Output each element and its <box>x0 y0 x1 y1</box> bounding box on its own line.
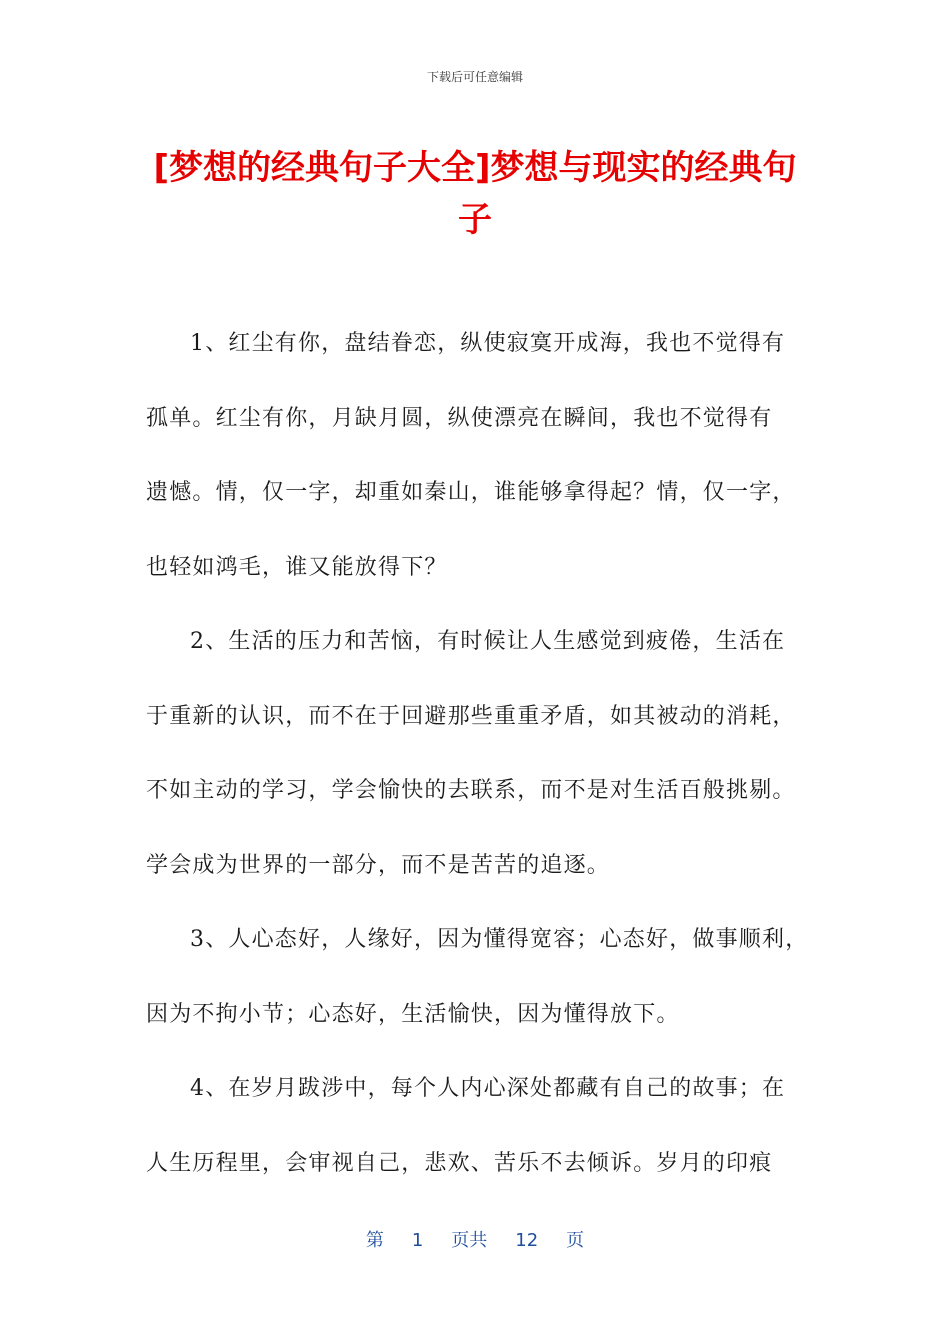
paragraph-line: 因为不拘小节；心态好，生活愉快，因为懂得放下。 <box>146 1001 680 1027</box>
paragraph-line: 孤单。红尘有你，月缺月圆，纵使漂亮在瞬间，我也不觉得有 <box>146 405 773 431</box>
paragraph-line: 人生历程里，会审视自己，悲欢、苦乐不去倾诉。岁月的印痕 <box>146 1150 773 1176</box>
paragraph-line: 4、在岁月跋涉中，每个人内心深处都藏有自己的故事；在 <box>190 1076 786 1101</box>
paragraph-line: 于重新的认识，而不在于回避那些重重矛盾，如其被动的消耗， <box>146 703 796 729</box>
paragraph-line: 2、生活的压力和苦恼，有时候让人生感觉到疲倦，生活在 <box>190 629 786 654</box>
footer-page-number: 1 <box>411 1230 424 1251</box>
footer-middle: 页共 <box>451 1230 488 1251</box>
footer-prefix: 第 <box>365 1230 384 1251</box>
page-footer <box>0 1226 950 1252</box>
paragraph-line: 学会成为世界的一部分，而不是苦苦的追逐。 <box>146 852 611 878</box>
header-note: 下载后可任意编辑 <box>426 70 523 84</box>
document-body <box>146 318 814 1212</box>
paragraph-line: 也轻如鸿毛，谁又能放得下？ <box>146 554 448 580</box>
paragraph-line: 3、人心态好，人缘好，因为懂得宽容；心态好，做事顺利， <box>190 927 809 952</box>
footer-total-pages: 12 <box>515 1230 539 1251</box>
document-title: [梦想的经典句子大全]梦想与现实的经典句子 <box>153 148 797 240</box>
footer-suffix: 页 <box>566 1230 585 1251</box>
paragraph-line: 遗憾。情，仅一字，却重如秦山，谁能够拿得起？情，仅一字， <box>146 480 796 505</box>
paragraph-line: 1、红尘有你，盘结眷恋，纵使寂寞开成海，我也不觉得有 <box>190 331 786 356</box>
paragraph-line: 不如主动的学习，学会愉快的去联系，而不是对生活百般挑剔。 <box>146 778 796 803</box>
